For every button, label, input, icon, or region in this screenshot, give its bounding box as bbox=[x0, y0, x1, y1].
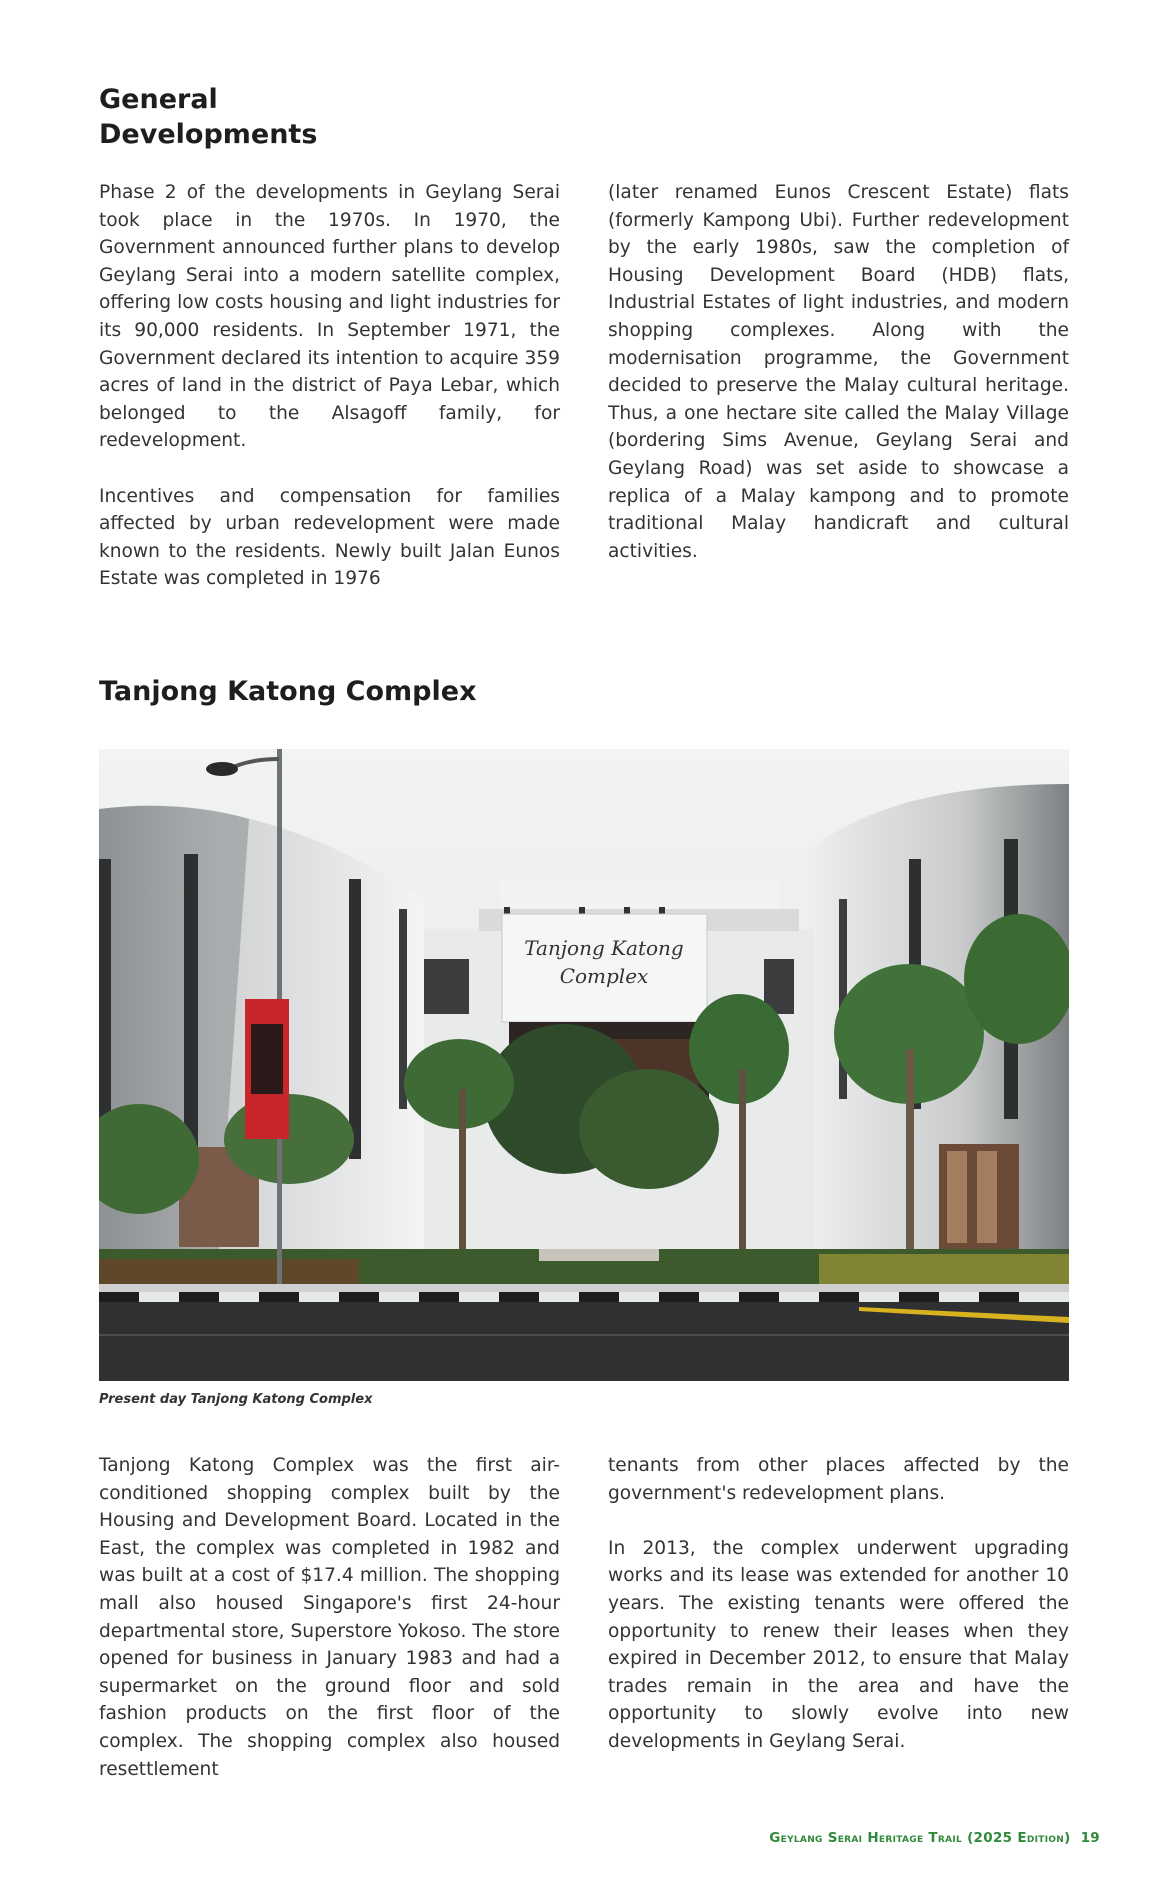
building-sign-line-1: Tanjong Katong bbox=[524, 936, 684, 960]
title-line-1: General bbox=[99, 84, 218, 115]
general-column-1 bbox=[99, 179, 560, 621]
footer-trail-title: Geylang Serai Heritage Trail (2025 Edition) bbox=[769, 1830, 1071, 1846]
tanjong-column-1 bbox=[99, 1452, 560, 1811]
page-number: 19 bbox=[1080, 1830, 1100, 1846]
section-title-tanjong-katong: Tanjong Katong Complex bbox=[99, 676, 477, 707]
paragraph: Tanjong Katong Complex was the first air-conditioned shopping complex built by the Housing and Development Board. Located in the East, the complex was completed in 1982 and was built at a cost of $17.4 million. The shopping mall also housed Singapore's first 24-hour departmental store, Superstore Yokoso. The store opened for business in January 1983 and had a supermarket on the ground floor and sold fashion products on the first floor of the complex. The shopping complex also housed resettlement bbox=[99, 1455, 560, 1780]
photo-caption: Present day Tanjong Katong Complex bbox=[99, 1392, 373, 1407]
paragraph: In 2013, the complex underwent upgrading works and its lease was extended for another 10 years. The existing tenants were offered the opportunity to renew their leases when they expired in December 2012, to ensure that Malay trades remain in the area and have the opportunity to slowly evolve into new developments in Geylang Serai. bbox=[608, 1537, 1069, 1752]
tanjong-katong-complex-photo bbox=[99, 749, 1069, 1381]
paragraph: Incentives and compensation for families affected by urban redevelopment were made known to the residents. Newly built Jalan Eunos Estate was completed in 1976 bbox=[99, 485, 560, 590]
building-sign-line-2: Complex bbox=[559, 964, 649, 988]
page-footer bbox=[769, 1830, 1100, 1846]
section-title-general-developments bbox=[99, 82, 419, 152]
paragraph: (later renamed Eunos Crescent Estate) flats (formerly Kampong Ubi). Further redevelopment by the early 1980s, saw the completion of Housing Development Board (HDB) flats, Industrial Estates of light industries, and modern shopping complexes. Along with the modernisation programme, the Government decided to preserve the Malay cultural heritage. Thus, a one hectare site called the Malay Village (bordering Sims Avenue, Geylang Serai and Geylang Road) was set aside to showcase a replica of a Malay kampong and to promote traditional Malay handicraft and cultural activities. bbox=[608, 182, 1069, 562]
title-line-2: Developments bbox=[99, 119, 318, 150]
tanjong-column-2 bbox=[608, 1452, 1069, 1783]
paragraph: Phase 2 of the developments in Geylang Serai took place in the 1970s. In 1970, the Government announced further plans to develop Geylang Serai into a modern satellite complex, offering low costs housing and light industries for its 90,000 residents. In September 1971, the Government declared its intention to acquire 359 acres of land in the district of Paya Lebar, which belonged to the Alsagoff family, for redevelopment. bbox=[99, 182, 560, 452]
general-column-2 bbox=[608, 179, 1069, 593]
paragraph: tenants from other places affected by the government's redevelopment plans. bbox=[608, 1455, 1069, 1504]
